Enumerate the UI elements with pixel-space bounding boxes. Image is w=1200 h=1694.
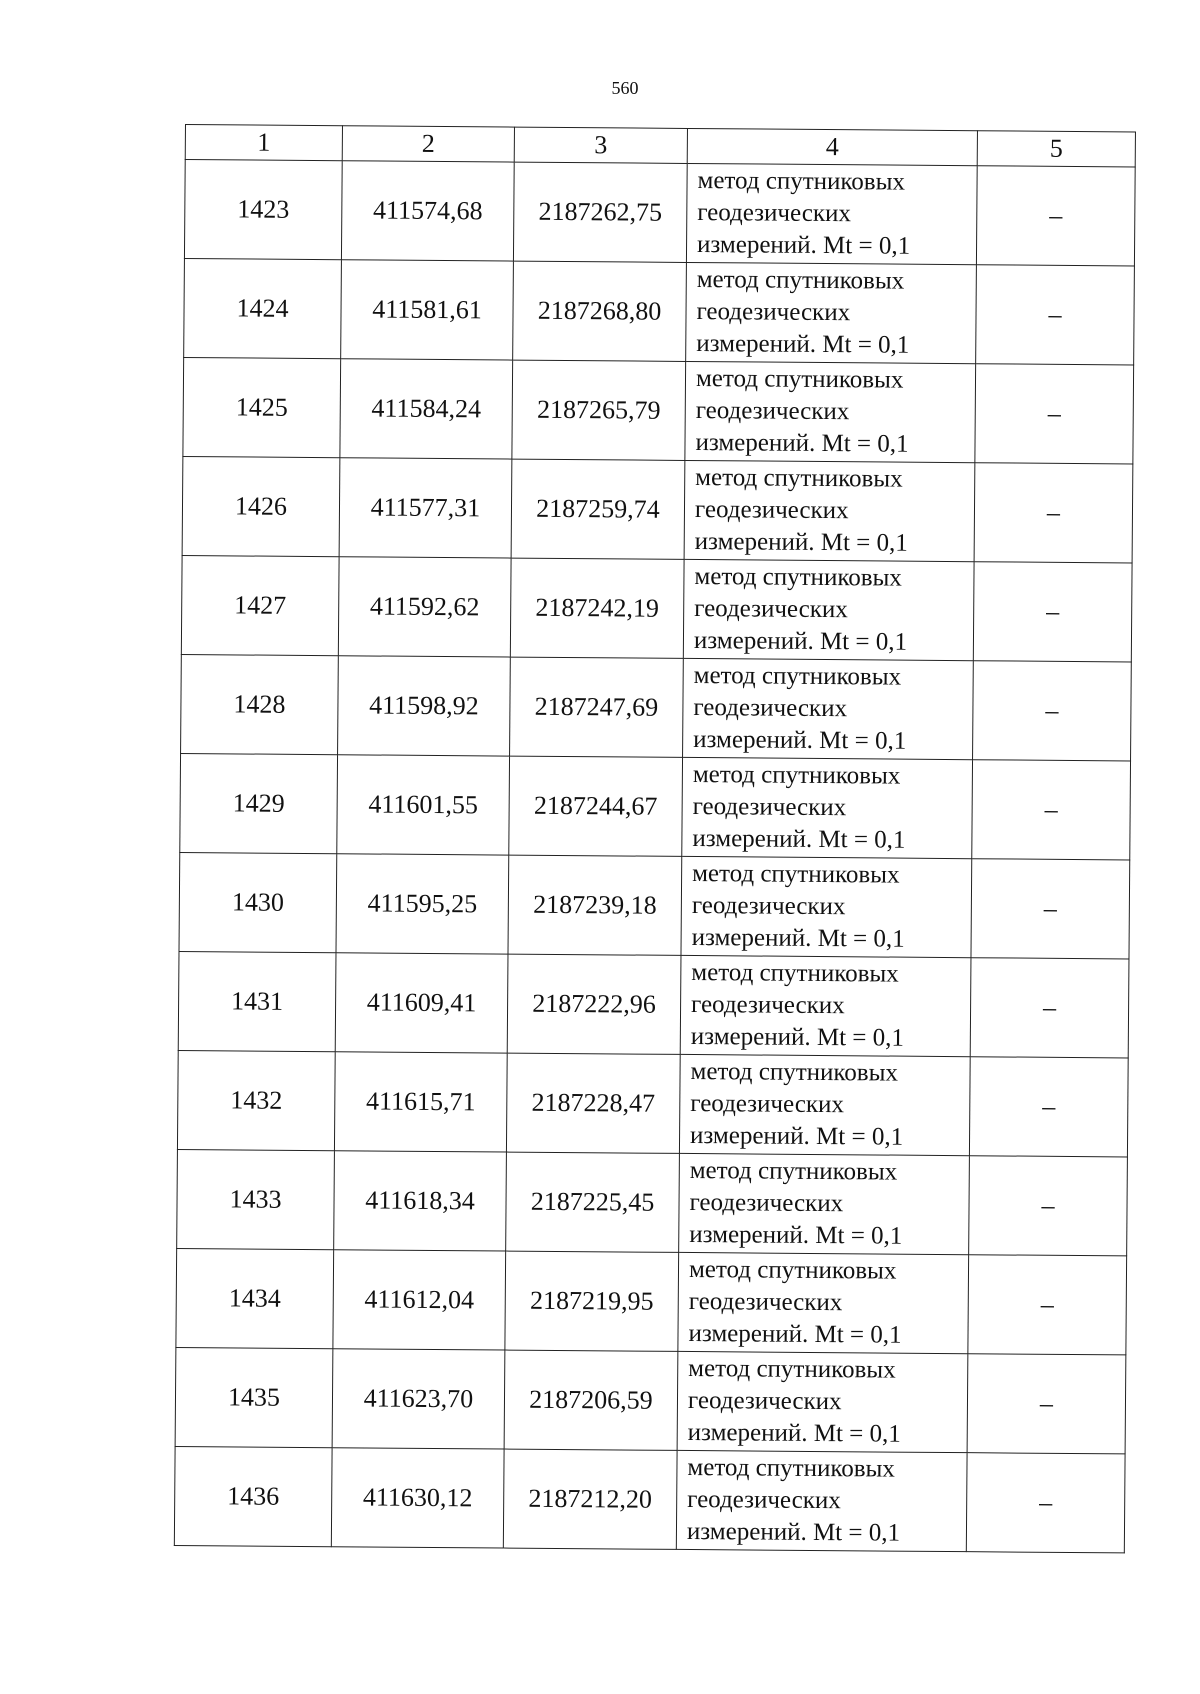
table-row [179, 852, 1130, 958]
x-coordinate-cell: 411581,61 [341, 260, 514, 360]
method-text-line: геодезических [687, 1485, 841, 1515]
method-text-line: метод спутниковых [691, 959, 899, 988]
method-text-line: измерений. Mt = 0,1 [692, 825, 906, 854]
method-text-line: метод спутниковых [692, 761, 901, 790]
method-text-line: измерений. Mt = 0,1 [686, 1517, 901, 1547]
point-number-cell: 1429 [180, 753, 338, 853]
x-coordinate-cell: 411623,70 [332, 1349, 505, 1449]
method-text-line: измерений. Mt = 0,1 [690, 1023, 905, 1052]
method-cell [683, 658, 974, 759]
method-text-line: измерений. Mt = 0,1 [689, 1121, 904, 1151]
x-coordinate-cell: 411584,24 [340, 359, 513, 459]
table-row [177, 1149, 1128, 1255]
table-row [181, 555, 1132, 661]
y-coordinate-cell: 2187222,96 [507, 954, 681, 1054]
method-cell [681, 856, 972, 957]
method-text-line: измерений. Mt = 0,1 [693, 726, 907, 755]
note-cell: – [966, 1453, 1125, 1553]
note-cell: – [969, 1057, 1128, 1157]
point-number-cell: 1427 [181, 555, 339, 655]
y-coordinate-cell: 2187206,59 [504, 1350, 678, 1450]
method-text-line: геодезических [690, 991, 845, 1020]
point-number-cell: 1425 [183, 357, 341, 457]
method-cell [686, 262, 977, 363]
method-text-line: геодезических [694, 496, 849, 525]
method-text-line: метод спутниковых [694, 563, 902, 592]
method-cell [685, 361, 976, 462]
method-text-line: измерений. Mt = 0,1 [689, 1220, 903, 1250]
table-row [182, 456, 1133, 562]
x-coordinate-cell: 411609,41 [335, 953, 508, 1053]
y-coordinate-cell: 2187247,69 [510, 657, 684, 757]
x-coordinate-cell: 411601,55 [337, 755, 510, 855]
y-coordinate-cell: 2187212,20 [503, 1449, 677, 1549]
method-text-line: метод спутниковых [689, 1156, 898, 1186]
y-coordinate-cell: 2187244,67 [509, 756, 683, 856]
method-text-line: измерений. Mt = 0,1 [696, 330, 910, 359]
method-text-line: геодезических [688, 1287, 843, 1317]
method-cell [686, 163, 977, 264]
point-number-cell: 1423 [184, 160, 342, 260]
y-coordinate-cell: 2187262,75 [513, 162, 687, 262]
note-cell: – [973, 661, 1132, 761]
method-text-line: геодезических [691, 892, 846, 921]
table-row [184, 160, 1135, 266]
x-coordinate-cell: 411577,31 [339, 458, 512, 558]
method-text-line: геодезических [692, 793, 847, 822]
table-row [176, 1248, 1127, 1354]
method-text-line: геодезических [693, 694, 848, 723]
method-cell [679, 1153, 970, 1254]
table-row [174, 1446, 1125, 1552]
method-text-line: геодезических [687, 1386, 842, 1416]
method-text-line: метод спутниковых [693, 662, 902, 691]
table-body [174, 160, 1135, 1553]
method-text-line: измерений. Mt = 0,1 [687, 1418, 901, 1448]
method-text-line: метод спутниковых [695, 365, 904, 394]
method-text-line: геодезических [689, 1188, 844, 1218]
note-cell: – [967, 1354, 1126, 1454]
table-row [181, 654, 1132, 760]
y-coordinate-cell: 2187265,79 [512, 360, 686, 460]
method-cell [676, 1450, 967, 1551]
table-row [177, 1050, 1128, 1156]
column-header: 3 [514, 127, 687, 163]
y-coordinate-cell: 2187242,19 [510, 558, 684, 658]
column-header: 4 [687, 128, 977, 165]
note-cell: – [973, 562, 1132, 662]
y-coordinate-cell: 2187225,45 [506, 1152, 680, 1252]
method-text-line: измерений. Mt = 0,1 [696, 231, 911, 260]
column-header: 5 [977, 131, 1135, 167]
method-cell [677, 1351, 968, 1452]
point-number-cell: 1430 [179, 852, 337, 952]
point-number-cell: 1433 [177, 1149, 335, 1249]
x-coordinate-cell: 411592,62 [338, 557, 511, 657]
method-text-line: измерений. Mt = 0,1 [693, 627, 908, 656]
point-number-cell: 1428 [181, 654, 339, 754]
x-coordinate-cell: 411595,25 [336, 854, 509, 954]
point-number-cell: 1424 [184, 258, 342, 358]
method-text-line: метод спутниковых [697, 167, 906, 196]
table-row [183, 357, 1134, 463]
note-cell: – [969, 1156, 1128, 1256]
note-cell: – [976, 265, 1135, 365]
column-header: 1 [185, 125, 342, 161]
method-cell [679, 1054, 970, 1155]
y-coordinate-cell: 2187259,74 [511, 459, 685, 559]
x-coordinate-cell: 411574,68 [341, 161, 514, 261]
table-row [184, 258, 1135, 364]
page-number: 560 [611, 78, 639, 98]
method-text-line: метод спутниковых [690, 1058, 899, 1087]
note-cell: – [972, 760, 1131, 860]
method-text-line: метод спутниковых [687, 1453, 895, 1483]
x-coordinate-cell: 411618,34 [334, 1151, 507, 1251]
method-text-line: геодезических [694, 595, 848, 624]
y-coordinate-cell: 2187268,80 [513, 261, 687, 361]
x-coordinate-cell: 411615,71 [334, 1052, 507, 1152]
method-text-line: измерений. Mt = 0,1 [691, 924, 905, 953]
point-number-cell: 1426 [182, 456, 340, 556]
table-row [180, 753, 1131, 859]
method-cell [680, 955, 971, 1056]
method-cell [684, 460, 975, 561]
method-cell [678, 1252, 969, 1353]
x-coordinate-cell: 411598,92 [338, 656, 511, 756]
column-header: 2 [342, 126, 514, 162]
method-text-line: геодезических [690, 1089, 845, 1119]
coordinates-table [174, 124, 1136, 1553]
method-cell [683, 559, 974, 660]
method-cell [682, 757, 973, 858]
x-coordinate-cell: 411612,04 [333, 1250, 506, 1350]
table-row [178, 951, 1129, 1057]
method-text-line: метод спутниковых [695, 464, 903, 493]
note-cell: – [976, 166, 1135, 266]
note-cell: – [975, 364, 1134, 464]
method-text-line: метод спутниковых [692, 860, 900, 889]
point-number-cell: 1434 [176, 1248, 334, 1348]
method-text-line: измерений. Mt = 0,1 [694, 528, 908, 557]
method-text-line: метод спутниковых [696, 266, 905, 295]
method-text-line: метод спутниковых [688, 1354, 896, 1384]
method-text-line: измерений. Mt = 0,1 [688, 1319, 902, 1349]
note-cell: – [970, 958, 1129, 1058]
method-text-line: измерений. Mt = 0,1 [695, 429, 909, 458]
point-number-cell: 1432 [177, 1050, 335, 1150]
point-number-cell: 1436 [174, 1446, 332, 1546]
table-row [175, 1347, 1126, 1453]
y-coordinate-cell: 2187219,95 [505, 1251, 679, 1351]
point-number-cell: 1435 [175, 1347, 333, 1447]
note-cell: – [968, 1255, 1127, 1355]
point-number-cell: 1431 [178, 951, 336, 1051]
y-coordinate-cell: 2187239,18 [508, 855, 682, 955]
method-text-line: метод спутниковых [688, 1255, 897, 1285]
method-text-line: геодезических [695, 397, 850, 426]
note-cell: – [971, 859, 1130, 959]
x-coordinate-cell: 411630,12 [331, 1448, 504, 1548]
method-text-line: геодезических [696, 298, 851, 327]
note-cell: – [974, 463, 1133, 563]
method-text-line: геодезических [697, 199, 852, 228]
y-coordinate-cell: 2187228,47 [506, 1053, 680, 1153]
